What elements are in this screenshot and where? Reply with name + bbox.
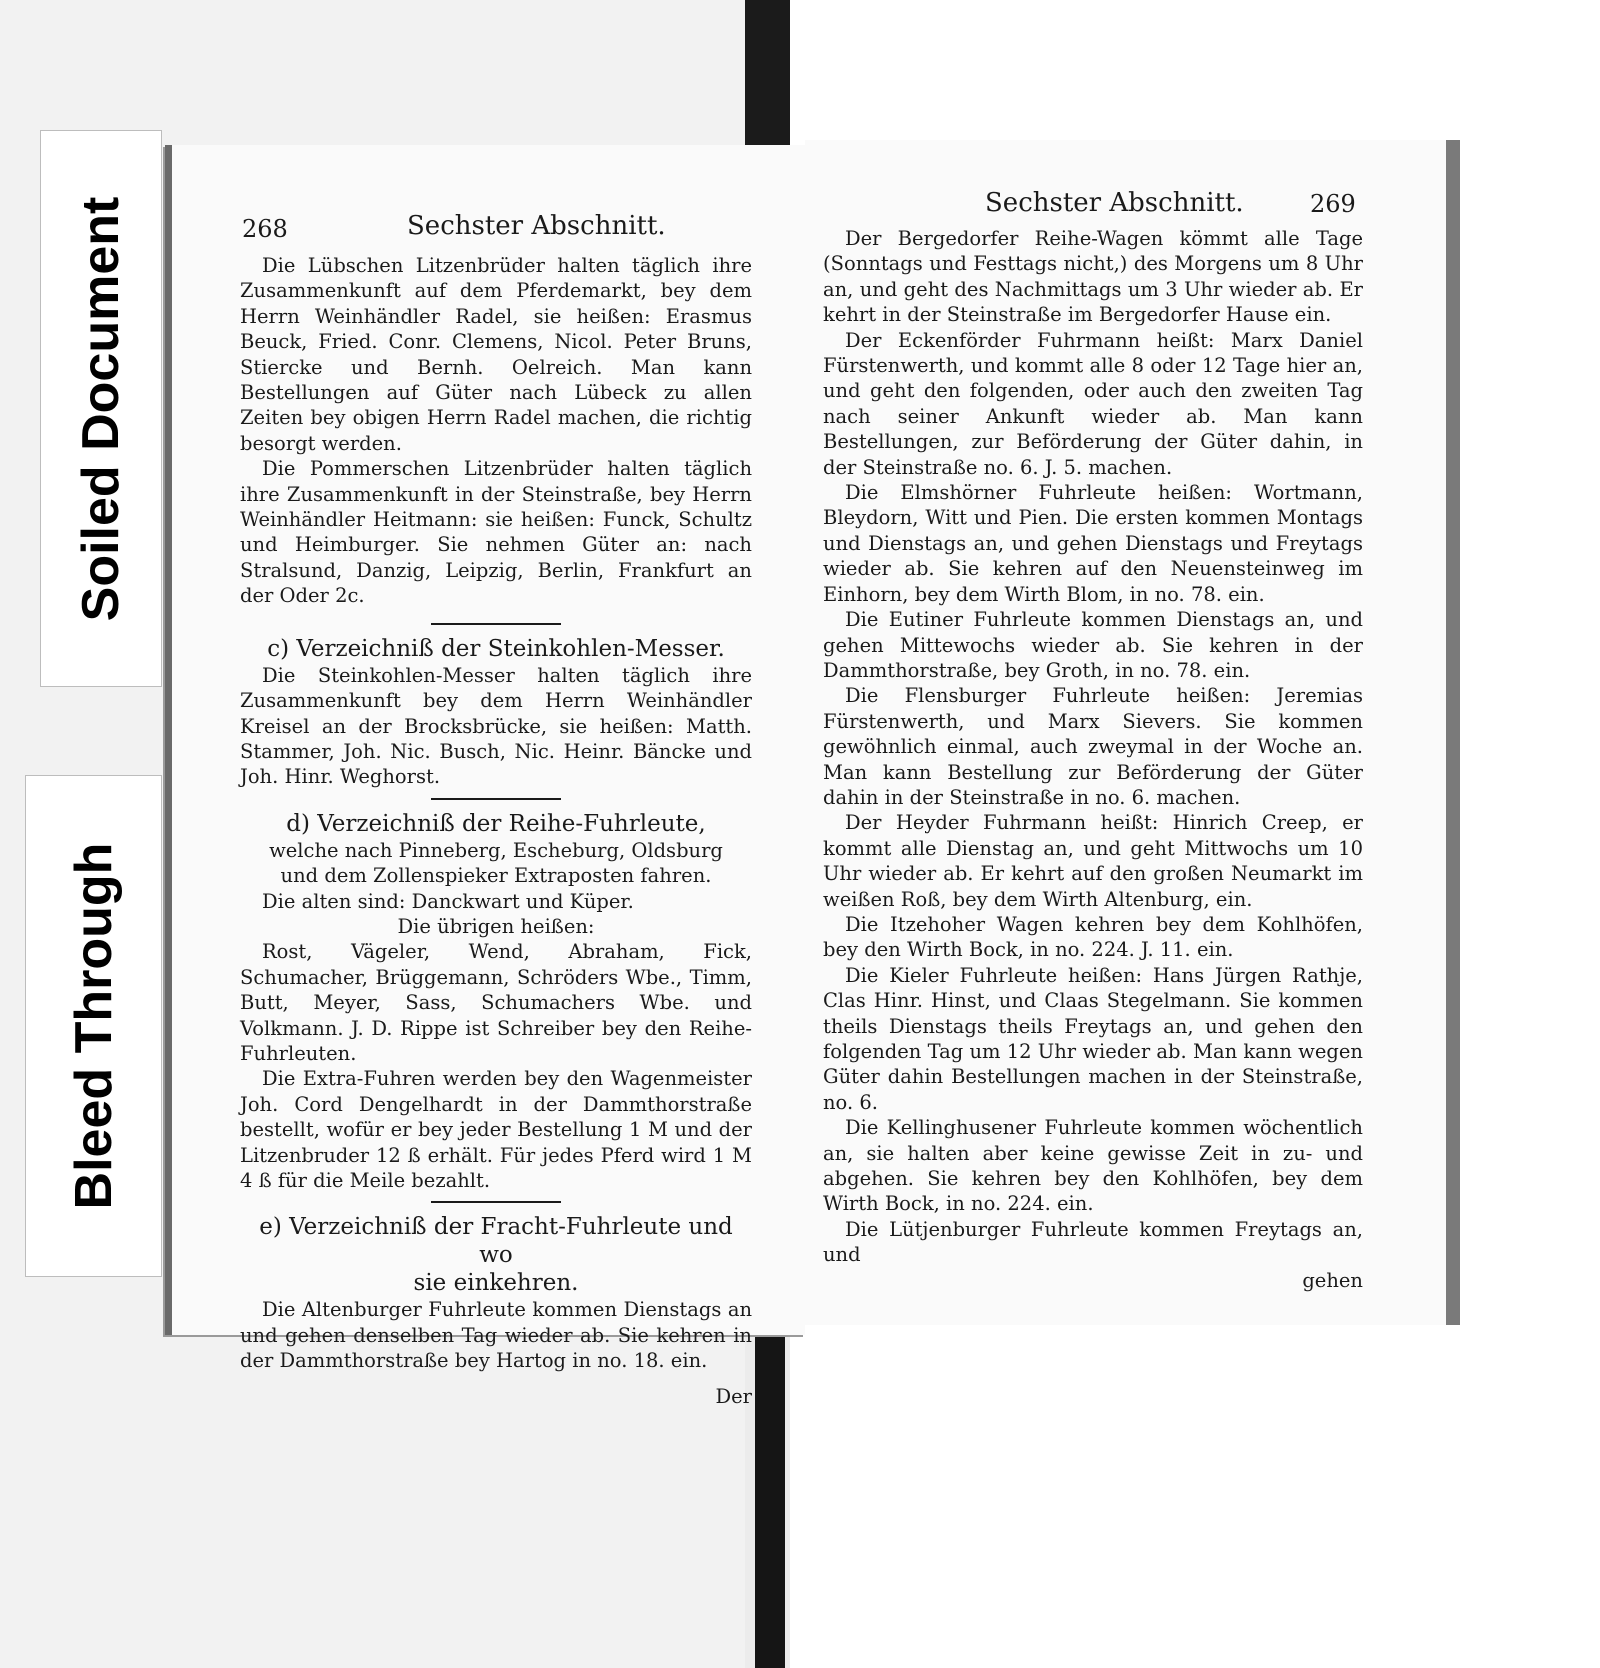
paragraph-steinkohlen: Die Steinkohlen-Messer halten täglich ihre Zusammenkunft bey dem Herrn Weinhändler Kreisel an der Brocksbrücke, sie heißen: Matth. Stammer, Joh. Nic. Busch, Nic. Heinr. Bäncke und Joh. Hinr. Weghorst. xyxy=(240,663,752,789)
paragraph-names: Rost, Vägeler, Wend, Abraham, Fick, Schumacher, Brüggemann, Schröders Wbe., Timm, Butt, Meyer, Sass, Schumachers Wbe. und Volkmann. J. D. Rippe ist Schreiber bey den Reihe-Fuhrleuten. xyxy=(240,940,752,1065)
paragraph-elmshoerner: Die Elmshörner Fuhrleute heißen: Wortmann, Bleydorn, Witt und Pien. Die ersten kommen Montags und Dienstags an, und gehen Dienstags und Freytags wieder ab. Sie kehren auf den Neuensteinweg im Einhorn, bey dem Wirth Blom, in no. 78. ein. xyxy=(823,481,1363,606)
left-page xyxy=(165,145,805,1408)
paragraph-flensburger: Die Flensburger Fuhrleute heißen: Jeremias Fürstenwerth, und Marx Sievers. Sie kommen gewöhnlich einmal, auch zweymal in der Woche an. Man kann Bestellung zur Beförderung der Güter dahin in der Steinstraße in no. 6. machen. xyxy=(823,684,1363,809)
left-running-head: Sechster Abschnitt. xyxy=(407,211,666,241)
heading-fracht-fuhrleute: e) Verzeichniß der Fracht-Fuhrleute und wo xyxy=(259,1214,733,1269)
paragraph-alten: Die alten sind: Danckwart und Küper. xyxy=(262,889,634,913)
paragraph-eutiner: Die Eutiner Fuhrleute kommen Dienstags an, und gehen Mittewochs wieder ab. Sie kehren in der Dammthorstraße, bey Groth, in no. 78. ein. xyxy=(823,608,1363,682)
section-rule xyxy=(431,623,561,625)
heading-reihe-fuhrleute: d) Verzeichniß der Reihe-Fuhrleute, xyxy=(286,810,706,837)
catchword: Der xyxy=(715,1384,752,1408)
paragraph-kellinghusener: Die Kellinghusener Fuhrleute kommen wöchentlich an, sie halten aber keine gewisse Zeit in zu- und abgehen. Sie kehren bey den Kohlhöfen, bey dem Wirth Bock, in no. 224. ein. xyxy=(823,1116,1363,1216)
heading-fracht-sub: sie einkehren. xyxy=(413,1270,579,1297)
paragraph-extra-fuhren: Die Extra-Fuhren werden bey den Wagenmeister Joh. Cord Dengelhardt in der Dammthorstraße bestellt, wofür er bey jeder Bestellung 1 M und der Litzenbruder 12 ß erhält. Für jedes Pferd wird 1 M 4 ß für die Meile bezahlt. xyxy=(240,1067,752,1192)
paragraph-uebrigen: Die übrigen heißen: xyxy=(397,914,595,938)
section-rule xyxy=(431,1201,561,1203)
soiled-document-tab xyxy=(40,130,162,687)
soiled-document-label: Soiled Document xyxy=(72,196,130,621)
paragraph-luebsche: Die Lübschen Litzenbrüder halten täglich ihre Zusammenkunft auf dem Pferdemarkt, bey dem Herrn Weinhändler Radel, sie heißen: Erasmus Beuck, Fried. Conr. Clemens, Nicol. Peter Bruns, Stiercke und Bernh. Oelreich. Man kann Bestellungen auf Güter nach Lübeck zu allen Zeiten bey obigen Herrn Radel machen, die richtig besorgt werden. xyxy=(240,254,752,455)
left-page-body xyxy=(240,253,752,1409)
paragraph-heyder: Der Heyder Fuhrmann heißt: Hinrich Creep, er kommt alle Dienstag an, und geht Mittwochs um 10 Uhr wieder ab. Er kehrt auf den großen Neumarkt im weißen Roß, bey dem Wirth Altenburg, ein. xyxy=(823,811,1363,911)
right-page-number: 269 xyxy=(1310,190,1356,218)
paragraph-luetjenburger: Die Lütjenburger Fuhrleute kommen Freytags an, und xyxy=(823,1217,1363,1267)
book-spine-lower xyxy=(755,1330,785,1668)
bleed-through-label: Bleed Through xyxy=(64,842,123,1210)
right-page xyxy=(805,140,1460,1325)
paragraph-itzehoher: Die Itzehoher Wagen kehren bey dem Kohlhöfen, bey den Wirth Bock, in no. 224. J. 11. ein. xyxy=(823,912,1363,962)
paragraph-kieler: Die Kieler Fuhrleute heißen: Hans Jürgen Rathje, Clas Hinr. Hinst, und Claas Stegelmann. Sie kommen theils Dienstags theils Freytags an, und gehen den folgenden Tag um 12 Uhr wieder ab. Man kann wegen Güter dahin Bestellungen machen in der Steinstraße, no. 6. xyxy=(823,963,1363,1114)
heading-reihe-sub2: und dem Zollenspieker Extraposten fahren. xyxy=(280,864,712,888)
paragraph-eckenfoerder: Der Eckenförder Fuhrmann heißt: Marx Daniel Fürstenwerth, und kommt alle 8 oder 12 Tage hier an, und geht den folgenden, oder auch den zweiten Tag nach seiner Ankunft wieder ab. Man kann Bestellungen, zur Beförderung der Güter dahin, in der Steinstraße no. 6. J. 5. machen. xyxy=(823,328,1363,479)
paragraph-altenburger: Die Altenburger Fuhrleute kommen Dienstags an und gehen denselben Tag wieder ab. Sie kehren in der Dammthorstraße bey Hartog in no. 18. ein. xyxy=(240,1298,752,1373)
left-page-number: 268 xyxy=(242,215,288,243)
right-running-head: Sechster Abschnitt. xyxy=(985,188,1244,218)
bleed-through-tab xyxy=(25,775,162,1277)
paragraph-pommersche: Die Pommerschen Litzenbrüder halten täglich ihre Zusammenkunft in der Steinstraße, bey Herrn Weinhändler Heitmann: sie heißen: Funck, Schultz und Heimburger. Sie nehmen Güter an: nach Stralsund, Danzig, Leipzig, Berlin, Frankfurt an der Oder 2c. xyxy=(240,457,752,608)
catchword: gehen xyxy=(1302,1268,1363,1292)
heading-steinkohlen: c) Verzeichniß der Steinkohlen-Messer. xyxy=(267,635,725,662)
right-page-body xyxy=(823,226,1363,1293)
section-rule xyxy=(431,798,561,800)
heading-reihe-sub1: welche nach Pinneberg, Escheburg, Oldsburg xyxy=(269,838,723,862)
paragraph-bergedorfer: Der Bergedorfer Reihe-Wagen kömmt alle Tage (Sonntags und Festtags nicht,) des Morgens um 8 Uhr an, und geht des Nachmittags um 3 Uhr wieder ab. Er kehrt in der Steinstraße im Bergedorfer Hause ein. xyxy=(823,227,1363,327)
